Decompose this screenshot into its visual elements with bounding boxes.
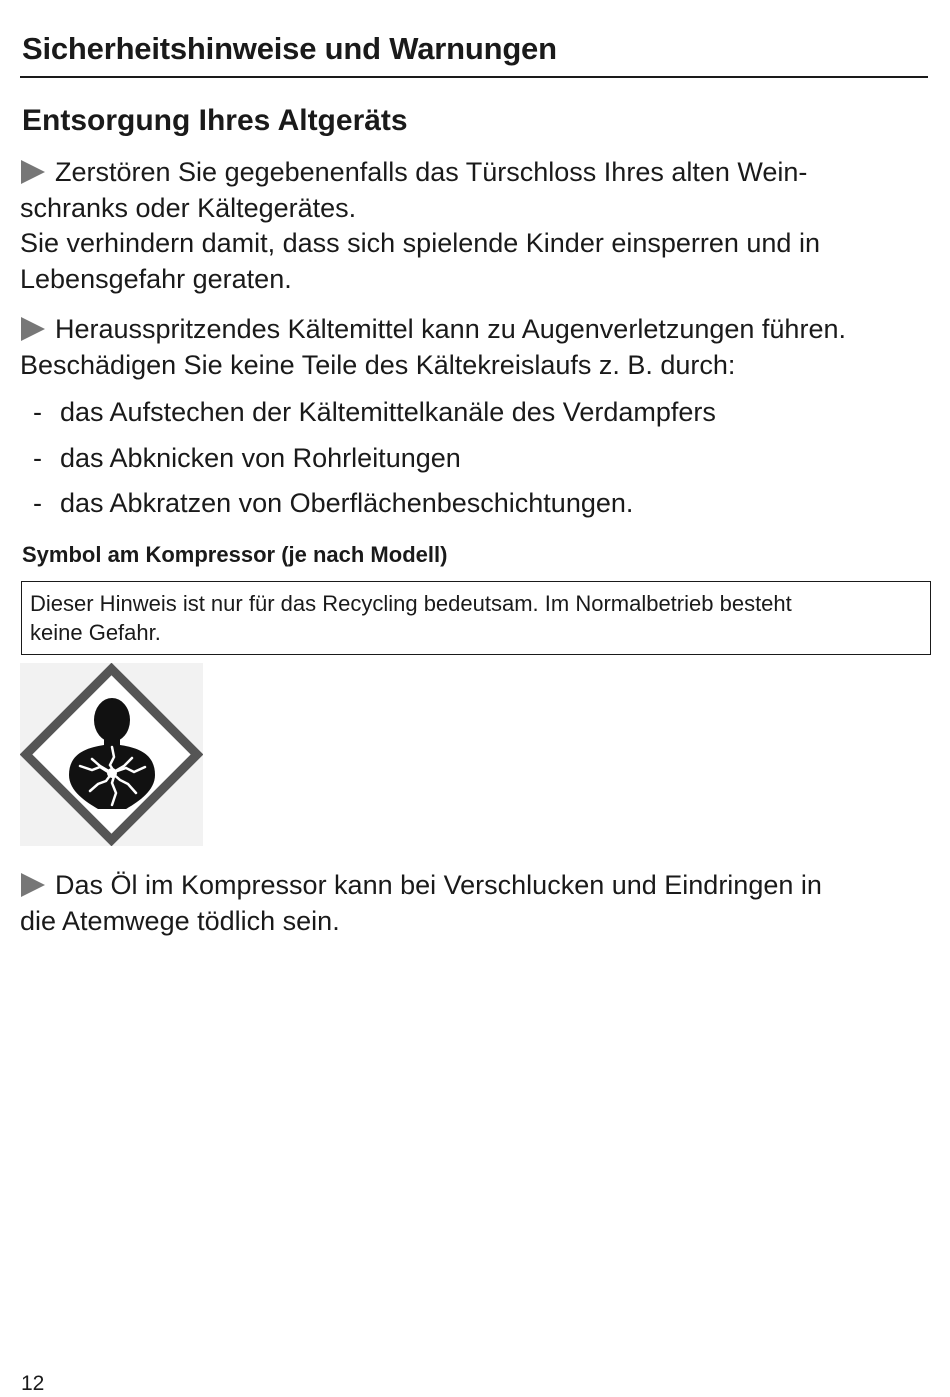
note-line: Dieser Hinweis ist nur für das Recycling bedeutsam. Im Normalbetrieb besteht: [30, 591, 792, 616]
list-item: - das Aufstechen der Kältemittelkanäle des Verdampfers: [20, 394, 716, 440]
recycling-note-box: [21, 581, 931, 655]
note-line: keine Gefahr.: [30, 619, 161, 645]
paragraph-line: Das Öl im Kompressor kann bei Verschlucken und Eindringen in: [20, 868, 930, 904]
paragraph-line: Herausspritzendes Kältemittel kann zu Augenverletzungen führen.: [20, 312, 930, 348]
list-item: - das Abkratzen von Oberflächenbeschichtungen.: [20, 485, 716, 531]
warning-paragraph-refrigerant: [20, 312, 930, 383]
dash-marker: -: [33, 397, 42, 427]
compressor-symbol-label: Symbol am Kompressor (je nach Modell): [22, 542, 448, 567]
paragraph-line: die Atemwege tödlich sein.: [20, 905, 340, 936]
section-heading: Entsorgung Ihres Altgeräts: [22, 104, 408, 137]
title-divider: [20, 76, 928, 78]
paragraph-line: Zerstören Sie gegebenenfalls das Türschloss Ihres alten Wein-: [20, 155, 930, 191]
dash-marker: -: [33, 488, 42, 518]
page-title: Sicherheitshinweise und Warnungen: [22, 31, 557, 66]
triangle-bullet-icon: [21, 160, 45, 184]
list-item: - das Abknicken von Rohrleitungen: [20, 440, 716, 486]
paragraph-line: Beschädigen Sie keine Teile des Kältekreislaufs z. B. durch:: [20, 349, 736, 380]
triangle-bullet-icon: [21, 873, 45, 897]
paragraph-line: Lebensgefahr geraten.: [20, 263, 292, 294]
dash-marker: -: [33, 442, 42, 473]
damage-examples-list: [20, 394, 716, 531]
health-hazard-icon: [20, 663, 203, 846]
warning-paragraph-door-lock: [20, 155, 930, 297]
triangle-bullet-icon: [21, 317, 45, 341]
paragraph-line: schranks oder Kältegerätes.: [20, 192, 357, 223]
paragraph-line: Sie verhindern damit, dass sich spielende Kinder einsperren und in: [20, 228, 820, 258]
page-number: 12: [21, 1372, 45, 1395]
warning-paragraph-compressor-oil: [20, 868, 930, 939]
